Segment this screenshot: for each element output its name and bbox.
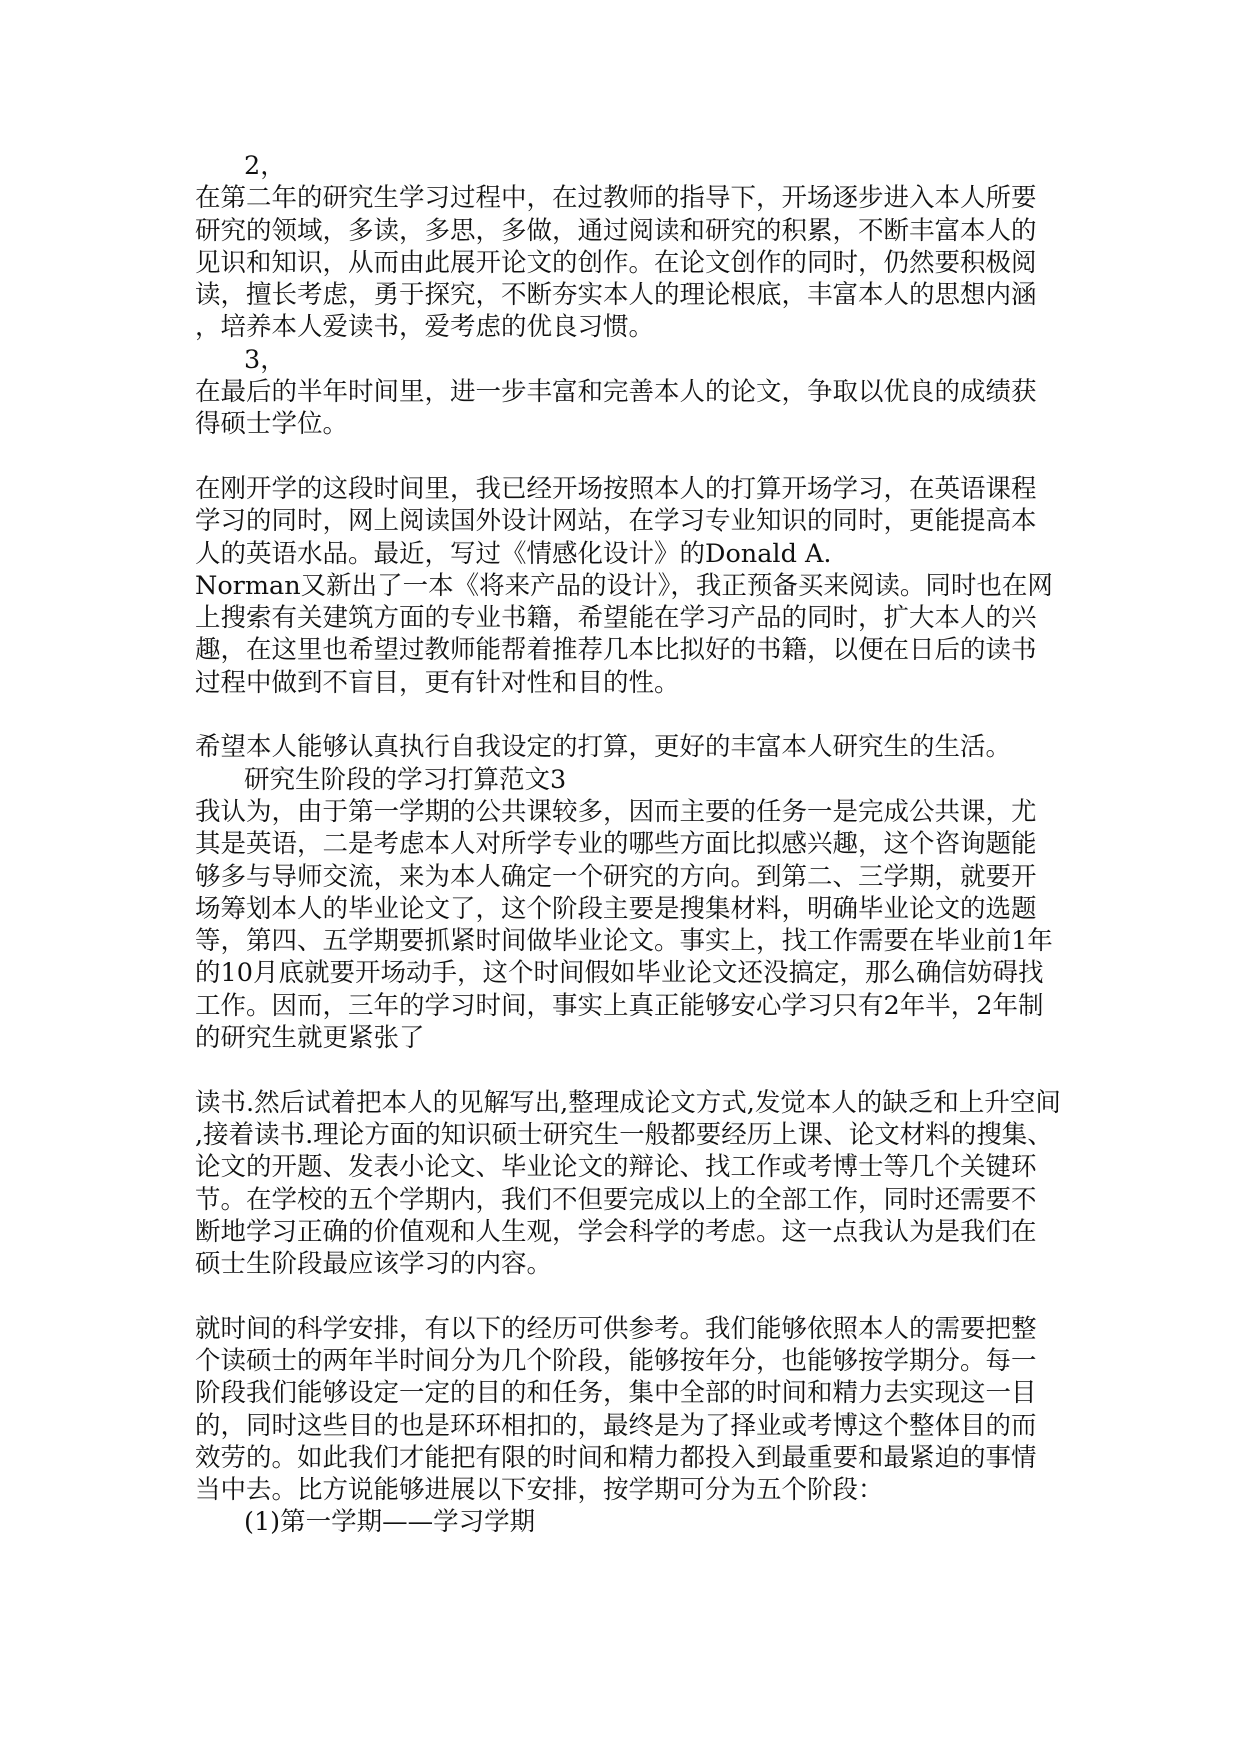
- text-line: 断地学习正确的价值观和人生观，学会科学的考虑。这一点我认为是我们在: [195, 1216, 1037, 1247]
- text-line: 场筹划本人的毕业论文了，这个阶段主要是搜集材料，明确毕业论文的选题: [195, 893, 1037, 924]
- text-line: 阶段我们能够设定一定的目的和任务，集中全部的时间和精力去实现这一目: [195, 1378, 1037, 1409]
- text-line: 个读硕士的两年半时间分为几个阶段，能够按年分，也能够按学期分。每一: [195, 1345, 1037, 1376]
- text-line: 在刚开学的这段时间里，我已经开场按照本人的打算开场学习，在英语课程: [195, 473, 1037, 504]
- document-page: [195, 150, 1061, 1539]
- text-line: 的研究生就更紧张了: [195, 1023, 425, 1054]
- text-line: ，培养本人爱读书，爱考虑的优良习惯。: [195, 312, 655, 343]
- paragraph-gap: [195, 1054, 1055, 1086]
- text-line: 效劳的。如此我们才能把有限的时间和精力都投入到最重要和最紧迫的事情: [195, 1442, 1037, 1473]
- section-heading: 研究生阶段的学习打算范文3: [244, 764, 567, 795]
- text-line: 上搜索有关建筑方面的专业书籍，希望能在学习产品的同时，扩大本人的兴: [195, 603, 1037, 634]
- text-line: 读书.然后试着把本人的见解写出,整理成论文方式,发觉本人的缺乏和上升空间: [195, 1087, 1061, 1118]
- list-item: (1)第一学期——学习学期: [244, 1507, 536, 1538]
- text-line: 在最后的半年时间里，进一步丰富和完善本人的论文，争取以优良的成绩获: [195, 377, 1037, 408]
- text-line: 过程中做到不盲目，更有针对性和目的性。: [195, 667, 680, 698]
- text-line: 学习的同时，网上阅读国外设计网站，在学习专业知识的同时，更能提高本: [195, 506, 1037, 537]
- text-line: 硕士生阶段最应该学习的内容。: [195, 1249, 553, 1280]
- paragraph-gap: [195, 441, 1055, 473]
- paragraph-gap: [195, 699, 1055, 731]
- text-line: 等，第四、五学期要抓紧时间做毕业论文。事实上，找工作需要在毕业前1年: [195, 926, 1053, 957]
- text-line: 其是英语，二是考虑本人对所学专业的哪些方面比拟感兴趣，这个咨询题能: [195, 829, 1037, 860]
- text-line: 读，擅长考虑，勇于探究，不断夯实本人的理论根底，丰富本人的思想内涵: [195, 280, 1037, 311]
- text-line: Norman又新出了一本《将来产品的设计》，我正预备买来阅读。同时也在网: [195, 570, 1053, 601]
- text-line: 希望本人能够认真执行自我设定的打算，更好的丰富本人研究生的生活。: [195, 732, 1012, 763]
- text-line: ,接着读书.理论方面的知识硕士研究生一般都要经历上课、论文材料的搜集、: [195, 1119, 1053, 1150]
- text-line: 研究的领域，多读，多思，多做，通过阅读和研究的积累，不断丰富本人的: [195, 215, 1037, 246]
- text-line: 论文的开题、发表小论文、毕业论文的辩论、找工作或考博士等几个关键环: [195, 1152, 1037, 1183]
- text-line: 我认为，由于第一学期的公共课较多，因而主要的任务一是完成公共课，尤: [195, 796, 1037, 827]
- text-line: 人的英语水品。最近，写过《情感化设计》的Donald A.: [195, 538, 832, 569]
- text-line: 见识和知识，从而由此展开论文的创作。在论文创作的同时，仍然要积极阅: [195, 247, 1037, 278]
- paragraph-gap: [195, 1280, 1055, 1312]
- text-line: 节。在学校的五个学期内，我们不但要完成以上的全部工作，同时还需要不: [195, 1184, 1037, 1215]
- text-line: 趣，在这里也希望过教师能帮着推荐几本比拟好的书籍，以便在日后的读书: [195, 635, 1037, 666]
- text-line: 就时间的科学安排，有以下的经历可供参考。我们能够依照本人的需要把整: [195, 1313, 1037, 1344]
- text-line: 当中去。比方说能够进展以下安排，按学期可分为五个阶段：: [195, 1475, 884, 1506]
- text-line: 得硕士学位。: [195, 409, 349, 440]
- text-line: 的10月底就要开场动手，这个时间假如毕业论文还没搞定，那么确信妨碍找: [195, 958, 1044, 989]
- text-line: 工作。因而，三年的学习时间，事实上真正能够安心学习只有2年半，2年制: [195, 990, 1044, 1021]
- text-line: 的，同时这些目的也是环环相扣的，最终是为了择业或考博这个整体目的而: [195, 1410, 1037, 1441]
- text-line: 2，: [244, 151, 286, 181]
- text-line: 在第二年的研究生学习过程中，在过教师的指导下，开场逐步进入本人所要: [195, 183, 1037, 214]
- text-line: 3，: [244, 344, 286, 375]
- text-line: 够多与导师交流，来为本人确定一个研究的方向。到第二、三学期，就要开: [195, 861, 1037, 892]
